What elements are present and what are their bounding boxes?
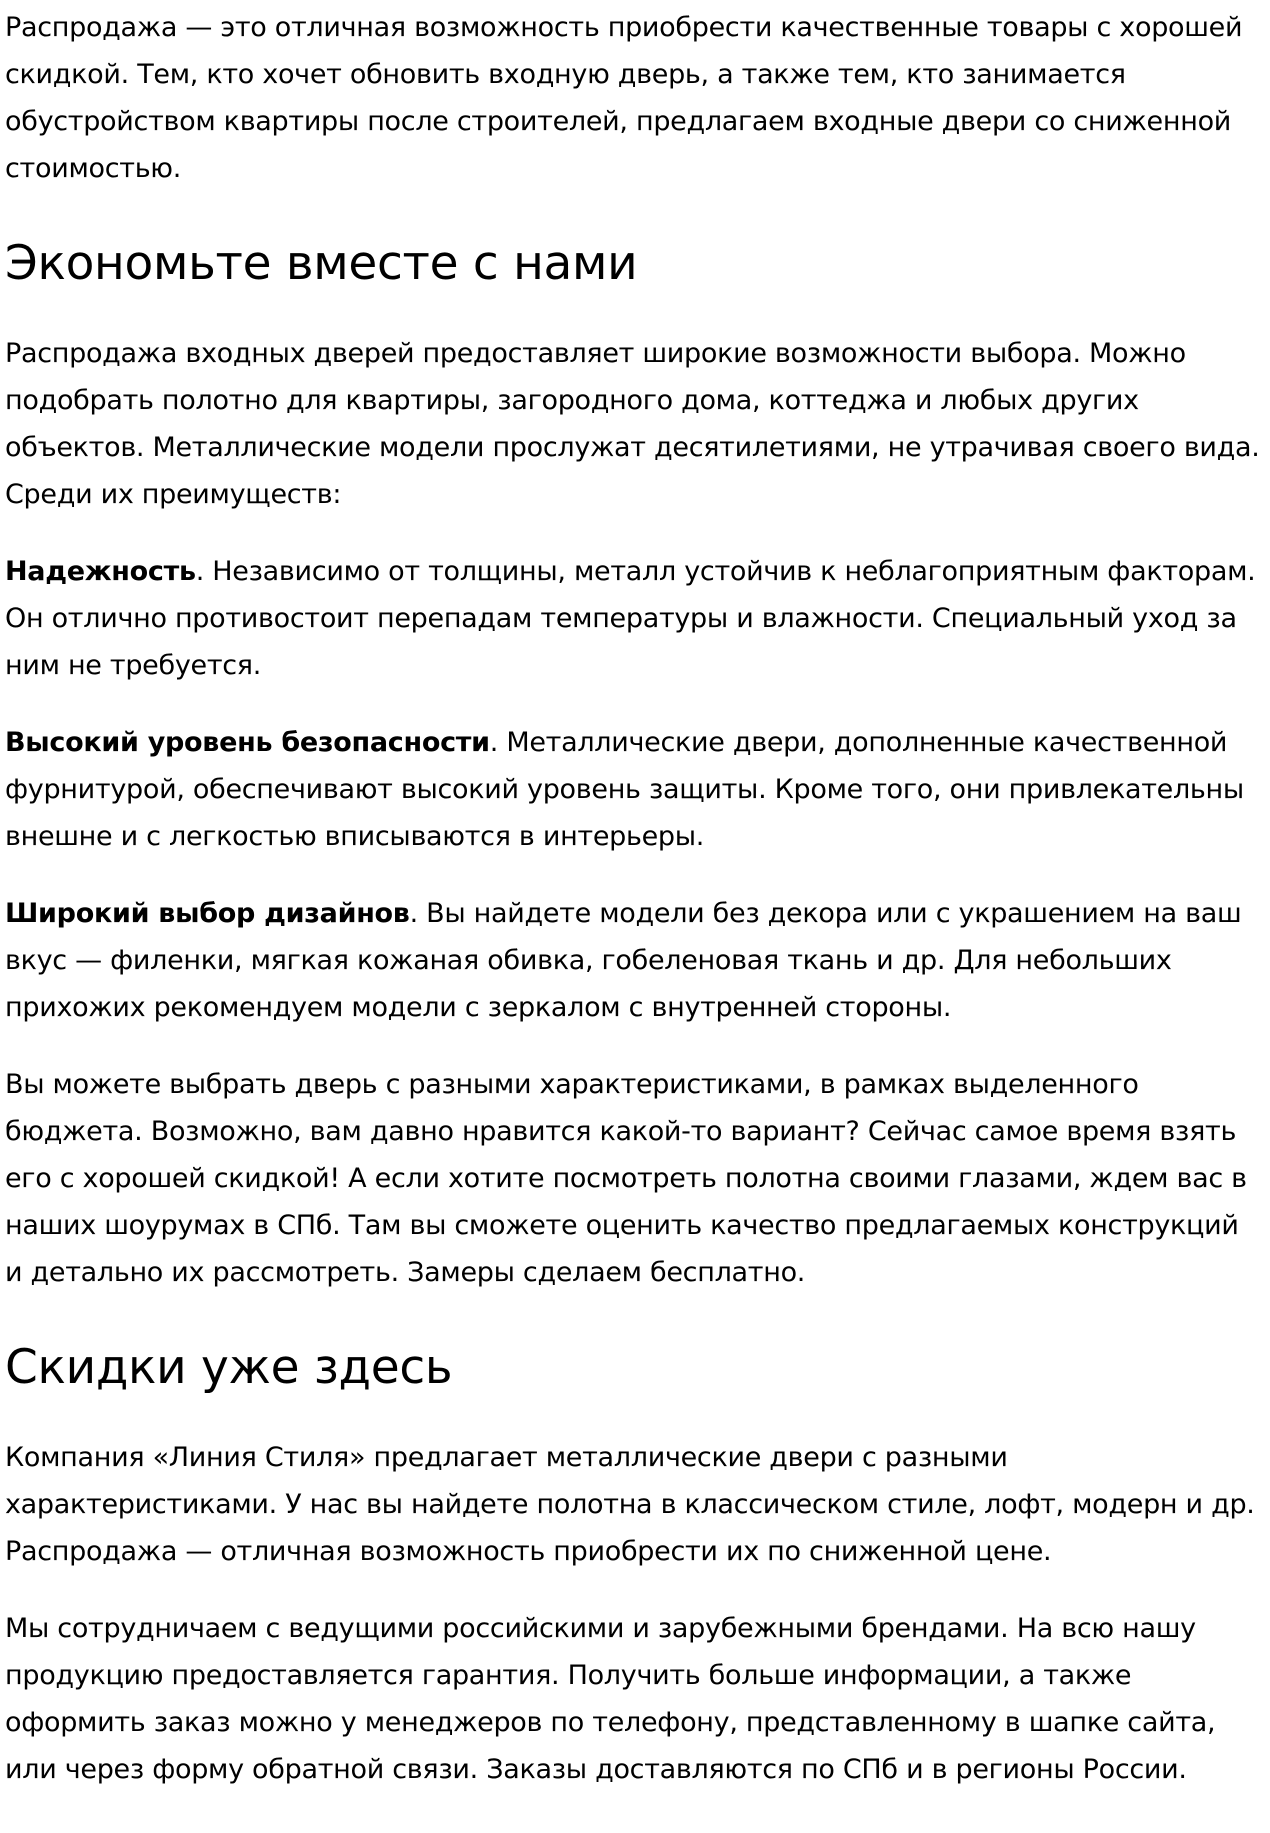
feature-lead-security: Высокий уровень безопасности (5, 727, 490, 758)
feature-paragraph-security (5, 719, 1264, 860)
save-intro-paragraph: Распродажа входных дверей предоставляет широкие возможности выбора. Можно подобрать полотно для квартиры, загородного дома, коттеджа и любых других объектов. Металлические модели прослужат десятилетиями, не утрачивая своего вида. Среди их преимуществ: (5, 338, 1260, 510)
heading-save-with-us: Экономьте вместе с нами (5, 236, 638, 291)
feature-paragraph-designs (5, 890, 1264, 1031)
feature-lead-designs: Широкий выбор дизайнов (5, 898, 410, 929)
feature-text-security: . Металлические двери, дополненные качественной фурнитурой, обеспечивают высокий уровень защиты. Кроме того, они привлекательны внешне и с легкостью вписываются в интерьеры. (5, 727, 1244, 852)
feature-lead-reliability: Надежность (5, 556, 196, 587)
choice-paragraph: Вы можете выбрать дверь с разными характеристиками, в рамках выделенного бюджета. Возможно, вам давно нравится какой-то вариант? Сейчас самое время взять его с хорошей скидкой! А если хотите посмотреть полотна своими глазами, ждем вас в наших шоурумах в СПб. Там вы сможете оценить качество предлагаемых конструкций и детально их рассмотреть. Замеры сделаем бесплатно. (5, 1069, 1247, 1288)
brands-paragraph: Мы сотрудничаем с ведущими российскими и зарубежными брендами. На всю нашу продукцию предоставляется гарантия. Получить больше информации, а также оформить заказ можно у менеджеров по телефону, представленному в шапке сайта, или через форму обратной связи. Заказы доставляются по СПб и в регионы России. (5, 1613, 1216, 1785)
company-paragraph: Компания «Линия Стиля» предлагает металлические двери с разными характеристиками. У нас вы найдете полотна в классическом стиле, лофт, модерн и др. Распродажа — отличная возможность приобрести их по сниженной цене. (5, 1442, 1255, 1567)
intro-paragraph: Распродажа — это отличная возможность приобрести качественные товары с хорошей скидкой. Тем, кто хочет обновить входную дверь, а также тем, кто занимается обустройством квартиры после строителей, предлагаем входные двери со сниженной стоимостью. (5, 12, 1243, 184)
feature-paragraph-reliability (5, 548, 1264, 689)
feature-text-reliability: . Независимо от толщины, металл устойчив к неблагоприятным факторам. Он отлично противостоит перепадам температуры и влажности. Специальный уход за ним не требуется. (5, 556, 1256, 681)
heading-discounts-here: Скидки уже здесь (5, 1340, 453, 1395)
feature-text-designs: . Вы найдете модели без декора или с украшением на ваш вкус — филенки, мягкая кожаная обивка, гобеленовая ткань и др. Для небольших прихожих рекомендуем модели с зеркалом с внутренней стороны. (5, 898, 1242, 1023)
